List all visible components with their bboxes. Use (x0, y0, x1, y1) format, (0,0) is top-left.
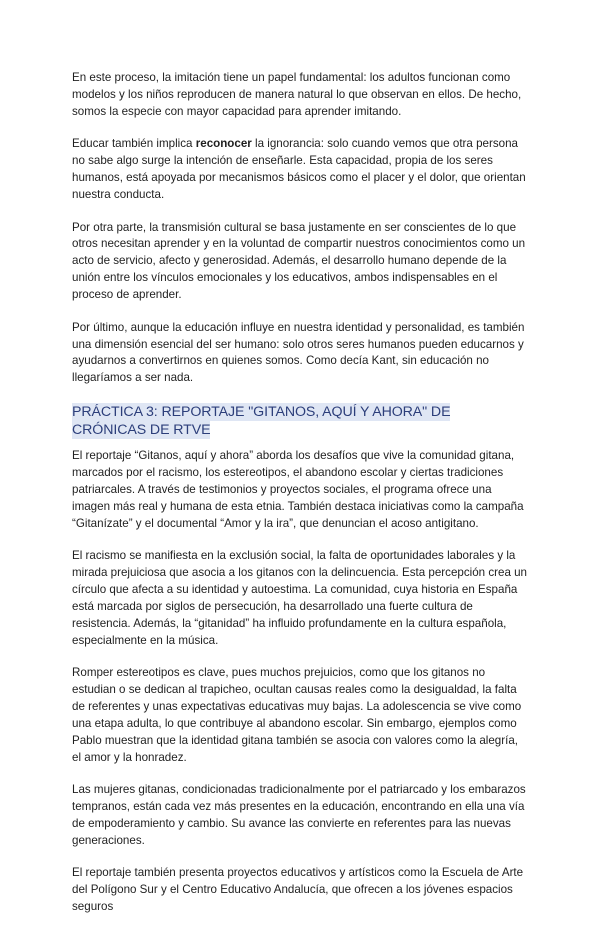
paragraph-conclusion: Por último, aunque la educación influye en nuestra identidad y personalidad, es también una dimensión esencial del ser humano: solo otros seres humanos pueden educarnos y ayudarnos a convertirnos en quienes somos. Como decía Kant, sin educación no llegaríamos a ser nada. (72, 320, 525, 385)
section-heading: PRÁCTICA 3: REPORTAJE "GITANOS, AQUÍ Y AHORA" DE CRÓNICAS DE RTVE (72, 403, 451, 438)
paragraph-recognize-ignorance (72, 136, 528, 204)
bold-keyword: reconocer (195, 137, 252, 151)
paragraph-text: Educar también implica (72, 137, 196, 151)
paragraph-projects: El reportaje también presenta proyectos educativos y artísticos como la Escuela de Arte del Polígono Sur y el Centro Educativo Andalucía, que ofrecen a los jóvenes espacios seguros (72, 866, 524, 914)
paragraph-stereotypes: Romper estereotipos es clave, pues muchos prejuicios, como que los gitanos no estudian o se dedican al trapicheo, ocultan causas reales como la desigualdad, la falta de referentes y unas expectativas educativas muy bajas. La adolescencia se vive como una etapa adulta, lo que contribuye al abandono escolar. Sin embargo, ejemplos como Pablo muestran que la identidad gitana también se asocia con valores como la alegría, el amor y la honradez. (72, 666, 522, 764)
section-heading-wrapper (72, 403, 528, 439)
paragraph-racism: El racismo se manifiesta en la exclusión social, la falta de oportunidades laborales y la mirada prejuiciosa que asocia a los gitanos con la delincuencia. Esta percepción crea un círculo que afecta a su identidad y autoestima. La comunidad, cuya historia en España está marcada por siglos de persecución, ha desarrollado una fuerte cultura de resistencia. Además, la “gitanidad” ha influido profundamente en la cultura española, especialmente en la música. (72, 549, 528, 647)
paragraph-imitation: En este proceso, la imitación tiene un papel fundamental: los adultos funcionan como modelos y los niños reproducen de manera natural lo que observan en ellos. De hecho, somos la especie con mayor capacidad para aprender imitando. (72, 71, 522, 118)
paragraph-text: la ignorancia: solo cuando vemos que otra persona no sabe algo surge la intención de enseñarle. Esta capacidad, propia de los seres humanos, está apoyada por mecanismos básicos como el placer y el dolor, que orientan nuestra conducta. (72, 137, 526, 202)
paragraph-cultural-transmission: Por otra parte, la transmisión cultural se basa justamente en ser conscientes de lo que otros necesitan aprender y en la voluntad de compartir nuestros conocimientos como un acto de servicio, afecto y generosidad. Además, el desarrollo humano depende de la unión entre los vínculos emocionales y los educativos, ambos indispensables en el proceso de aprender. (72, 220, 526, 302)
paragraph-report-intro: El reportaje “Gitanos, aquí y ahora” aborda los desafíos que vive la comunidad gitana, marcados por el racismo, los estereotipos, el abandono escolar y ciertas tradiciones patriarcales. A través de testimonios y proyectos sociales, el programa ofrece una imagen más real y humana de esta etnia. También destaca iniciativas como la campaña “Gitanízate” y el documental “Amor y la ira”, que denuncian el acoso antigitano. (72, 448, 524, 530)
document-page (72, 70, 528, 932)
paragraph-gypsy-women: Las mujeres gitanas, condicionadas tradicionalmente por el patriarcado y los embarazos tempranos, están cada vez más presentes en la educación, encontrando en ella una vía de empoderamiento y cambio. Su avance las convierte en referentes para las nuevas generaciones. (72, 783, 526, 847)
